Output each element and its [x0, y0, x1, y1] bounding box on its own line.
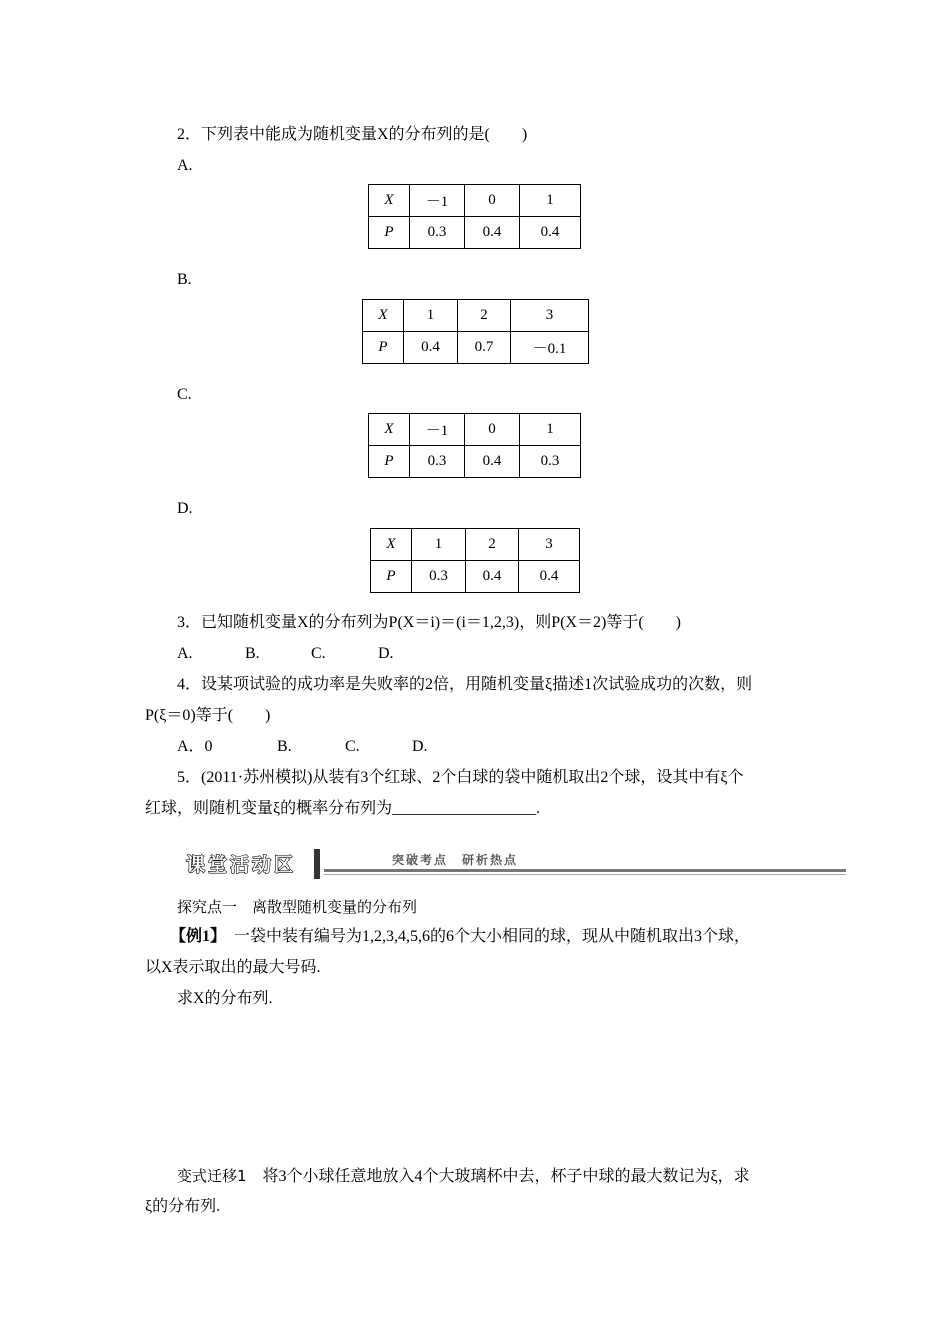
q2-option-d-table	[370, 528, 580, 593]
table-cell: 3	[511, 300, 589, 332]
table-cell: 1	[520, 414, 581, 446]
q3-stem: 3．已知随机变量X的分布列为P(X＝i)＝(i＝1,2,3)，则P(X＝2)等于( )	[177, 614, 681, 631]
table-header-x: X	[369, 414, 410, 446]
example-ask: 求X的分布列.	[177, 990, 273, 1007]
q3-option-a: A.	[177, 645, 193, 662]
table-cell: 0.4	[519, 561, 580, 593]
example-line2: 以X表示取出的最大号码.	[145, 959, 321, 976]
table-cell: 2	[458, 300, 511, 332]
variant-line2: ξ的分布列.	[145, 1198, 221, 1215]
q2-option-c-label: C.	[177, 386, 192, 403]
banner-rule-thin	[324, 874, 846, 875]
banner-title: 课堂活动区	[186, 854, 297, 876]
table-cell: 0.4	[466, 561, 519, 593]
table-cell: －0.1	[511, 332, 589, 364]
q3-option-d: D.	[378, 645, 394, 662]
table-cell: 0.7	[458, 332, 511, 364]
table-header-x: X	[371, 529, 412, 561]
q5-line2: 红球，则随机变量ξ的概率分布列为__________________.	[145, 800, 541, 817]
banner-divider	[314, 849, 320, 879]
table-cell: 0.4	[465, 446, 520, 478]
example-text: 一袋中装有编号为1,2,3,4,5,6的6个大小相同的球，现从中随机取出3个球，	[218, 928, 751, 945]
q4-option-d: D.	[412, 738, 428, 755]
q2-option-a-table	[368, 184, 581, 249]
q5-line1: 5．(2011·苏州模拟)从装有3个红球、2个白球的袋中随机取出2个球，设其中有ξ个	[177, 769, 744, 786]
q4-option-a: A．0	[177, 738, 213, 755]
q4-stem-line2: P(ξ＝0)等于( )	[145, 707, 271, 724]
table-header-p: P	[369, 446, 410, 478]
q2-option-b-label: B.	[177, 271, 192, 288]
table-cell: 0.4	[404, 332, 458, 364]
variant-line1	[177, 1166, 750, 1187]
q2-stem: 2．下列表中能成为随机变量X的分布列的是( )	[177, 126, 528, 143]
section-heading: 探究点一 离散型随机变量的分布列	[177, 898, 418, 916]
table-header-x: X	[363, 300, 404, 332]
table-cell: 0.3	[410, 217, 465, 249]
table-cell: 0.4	[465, 217, 520, 249]
table-cell: －1	[410, 414, 465, 446]
q3-option-c: C.	[311, 645, 326, 662]
table-cell: 1	[520, 185, 581, 217]
table-cell: 0.4	[520, 217, 581, 249]
example-line1	[170, 927, 750, 947]
q4-option-c: C.	[345, 738, 360, 755]
table-header-p: P	[363, 332, 404, 364]
section-banner	[186, 846, 846, 880]
table-header-p: P	[371, 561, 412, 593]
q2-option-c-table	[368, 413, 581, 478]
banner-rule	[324, 869, 846, 872]
table-cell: －1	[410, 185, 465, 217]
table-cell: 2	[466, 529, 519, 561]
table-cell: 0.3	[412, 561, 466, 593]
q3-option-b: B.	[245, 645, 260, 662]
table-header-x: X	[369, 185, 410, 217]
q4-option-b: B.	[277, 738, 292, 755]
variant-text: 将3个小球任意地放入4个大玻璃杯中去，杯子中球的最大数记为ξ，求	[246, 1168, 750, 1185]
table-cell: 0.3	[520, 446, 581, 478]
q2-option-a-label: A.	[177, 157, 193, 174]
table-cell: 0.3	[410, 446, 465, 478]
variant-tag: 变式迁移1	[177, 1167, 247, 1185]
table-cell: 0	[465, 414, 520, 446]
table-cell: 0	[465, 185, 520, 217]
banner-subtitle: 突破考点 研析热点	[392, 853, 519, 867]
table-cell: 1	[412, 529, 466, 561]
table-cell: 1	[404, 300, 458, 332]
q2-option-d-label: D.	[177, 500, 193, 517]
q2-option-b-table	[362, 299, 589, 364]
q4-stem-line1: 4．设某项试验的成功率是失败率的2倍，用随机变量ξ描述1次试验成功的次数，则	[177, 676, 753, 693]
example-tag: 【例1】	[170, 928, 219, 945]
table-cell: 3	[519, 529, 580, 561]
table-header-p: P	[369, 217, 410, 249]
